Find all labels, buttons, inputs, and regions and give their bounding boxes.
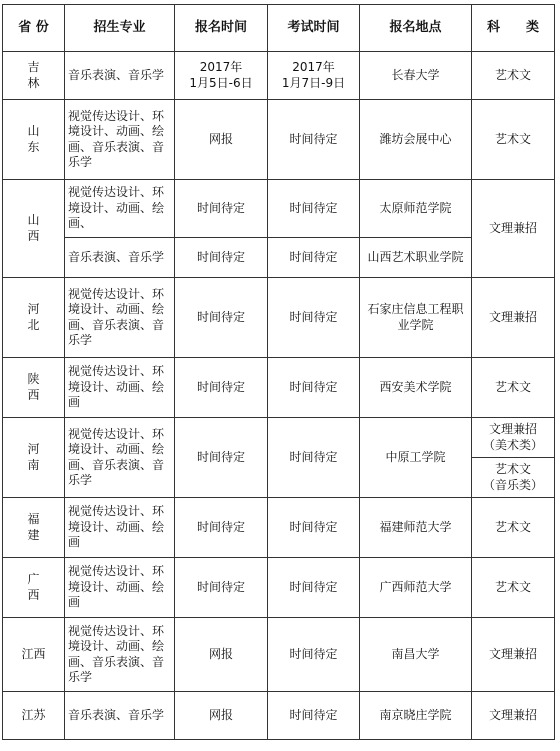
registration-time-cell: 网报 xyxy=(175,692,268,740)
exam-time-cell: 2017年 1月7日-9日 xyxy=(268,52,360,100)
category-cell: 文理兼招 xyxy=(472,278,555,358)
header-major: 招生专业 xyxy=(65,5,175,52)
exam-time-cell: 时间待定 xyxy=(268,692,360,740)
registration-place-cell: 潍坊会展中心 xyxy=(360,100,472,180)
major-cell: 视觉传达设计、环境设计、动画、绘画 xyxy=(65,358,175,418)
exam-time-cell: 时间待定 xyxy=(268,358,360,418)
registration-place-cell: 山西艺术职业学院 xyxy=(360,238,472,278)
table-row xyxy=(3,358,555,418)
table-row xyxy=(3,498,555,558)
province-cell: 江西 xyxy=(3,618,65,692)
exam-time-cell: 时间待定 xyxy=(268,418,360,498)
province-cell: 广 西 xyxy=(3,558,65,618)
registration-place-cell: 中原工学院 xyxy=(360,418,472,498)
category-cell-art: 文理兼招 （美术类） xyxy=(472,418,555,458)
category-cell: 艺术文 xyxy=(472,558,555,618)
exam-time-cell: 时间待定 xyxy=(268,180,360,238)
major-cell: 视觉传达设计、环境设计、动画、绘画 xyxy=(65,558,175,618)
table-row xyxy=(3,692,555,740)
registration-place-cell: 南京晓庄学院 xyxy=(360,692,472,740)
registration-time-cell: 时间待定 xyxy=(175,180,268,238)
registration-place-cell: 长春大学 xyxy=(360,52,472,100)
province-cell: 河 北 xyxy=(3,278,65,358)
exam-time-cell: 时间待定 xyxy=(268,100,360,180)
registration-time-cell: 2017年 1月5日-6日 xyxy=(175,52,268,100)
registration-place-cell: 南昌大学 xyxy=(360,618,472,692)
province-cell: 山 西 xyxy=(3,180,65,278)
table-row xyxy=(3,558,555,618)
major-cell: 音乐表演、音乐学 xyxy=(65,52,175,100)
major-cell: 音乐表演、音乐学 xyxy=(65,238,175,278)
province-cell: 江苏 xyxy=(3,692,65,740)
category-cell: 艺术文 xyxy=(472,52,555,100)
exam-time-cell: 时间待定 xyxy=(268,558,360,618)
registration-time-cell: 时间待定 xyxy=(175,278,268,358)
category-cell: 艺术文 xyxy=(472,100,555,180)
major-cell: 音乐表演、音乐学 xyxy=(65,692,175,740)
major-cell: 视觉传达设计、环境设计、动画、绘画、音乐表演、音乐学 xyxy=(65,278,175,358)
admissions-table xyxy=(2,4,555,740)
registration-time-cell: 时间待定 xyxy=(175,558,268,618)
header-province: 省 份 xyxy=(3,5,65,52)
province-cell: 吉 林 xyxy=(3,52,65,100)
exam-time-cell: 时间待定 xyxy=(268,278,360,358)
category-cell: 文理兼招 xyxy=(472,692,555,740)
registration-time-cell: 时间待定 xyxy=(175,498,268,558)
registration-time-cell: 网报 xyxy=(175,618,268,692)
category-cell: 艺术文 xyxy=(472,358,555,418)
category-cell: 文理兼招 xyxy=(472,618,555,692)
header-category: 科 类 xyxy=(472,5,555,52)
category-cell-music: 艺术文 （音乐类） xyxy=(472,458,555,498)
province-cell: 福 建 xyxy=(3,498,65,558)
table-row xyxy=(3,418,555,458)
registration-time-cell: 网报 xyxy=(175,100,268,180)
registration-time-cell: 时间待定 xyxy=(175,418,268,498)
table-row xyxy=(3,278,555,358)
table-row xyxy=(3,52,555,100)
table-row xyxy=(3,100,555,180)
registration-place-cell: 太原师范学院 xyxy=(360,180,472,238)
table-row xyxy=(3,618,555,692)
exam-time-cell: 时间待定 xyxy=(268,498,360,558)
header-row xyxy=(3,5,555,52)
major-cell: 视觉传达设计、环境设计、动画、绘画、音乐表演、音乐学 xyxy=(65,418,175,498)
major-cell: 视觉传达设计、环境设计、动画、绘画、 xyxy=(65,180,175,238)
registration-place-cell: 石家庄信息工程职业学院 xyxy=(360,278,472,358)
province-cell: 河 南 xyxy=(3,418,65,498)
major-cell: 视觉传达设计、环境设计、动画、绘画、音乐表演、音乐学 xyxy=(65,618,175,692)
table-row xyxy=(3,180,555,238)
registration-place-cell: 广西师范大学 xyxy=(360,558,472,618)
province-cell: 陕 西 xyxy=(3,358,65,418)
major-cell: 视觉传达设计、环境设计、动画、绘画 xyxy=(65,498,175,558)
exam-time-cell: 时间待定 xyxy=(268,238,360,278)
registration-time-cell: 时间待定 xyxy=(175,238,268,278)
exam-time-cell: 时间待定 xyxy=(268,618,360,692)
registration-place-cell: 西安美术学院 xyxy=(360,358,472,418)
header-registration-time: 报名时间 xyxy=(175,5,268,52)
category-cell: 艺术文 xyxy=(472,498,555,558)
category-cell: 文理兼招 xyxy=(472,180,555,278)
header-registration-place: 报名地点 xyxy=(360,5,472,52)
province-cell: 山 东 xyxy=(3,100,65,180)
registration-place-cell: 福建师范大学 xyxy=(360,498,472,558)
registration-time-cell: 时间待定 xyxy=(175,358,268,418)
header-exam-time: 考试时间 xyxy=(268,5,360,52)
major-cell: 视觉传达设计、环境设计、动画、绘画、音乐表演、音乐学 xyxy=(65,100,175,180)
